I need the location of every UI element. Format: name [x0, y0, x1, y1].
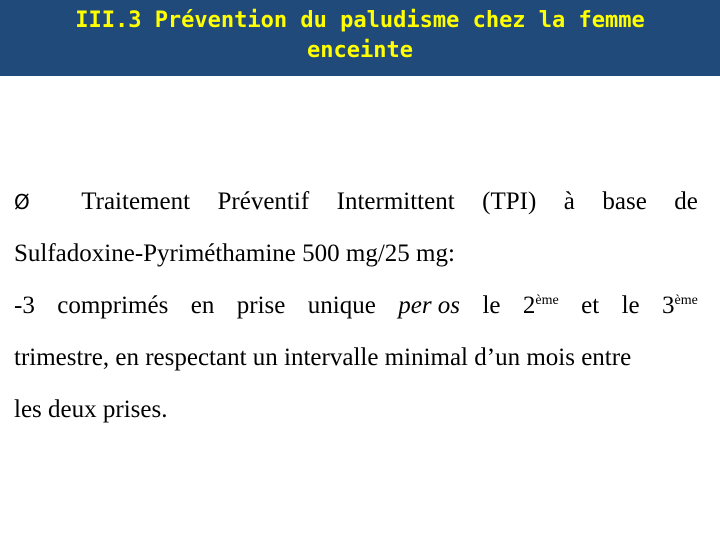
bullet-word: base	[602, 188, 647, 215]
slide-body	[14, 176, 698, 436]
para2-ordinal-3	[662, 280, 698, 332]
bullet-word: de	[674, 188, 698, 215]
title-line-2: enceinte	[307, 38, 413, 63]
para2-word: le	[621, 292, 640, 319]
para2-word: et	[581, 292, 600, 319]
para2-word: prise	[236, 292, 286, 319]
para2-line-2: trimestre, en respectant un intervalle minimal d’un mois entre	[14, 344, 632, 371]
para2-word: comprimés	[57, 292, 169, 319]
para2-line-3: les deux prises.	[14, 396, 168, 423]
bullet-line-2: Sulfadoxine-Pyriméthamine 500 mg/25 mg:	[14, 240, 455, 267]
ordinal-suffix: ème	[535, 293, 559, 308]
arrow-bullet-icon: Ø	[14, 190, 30, 214]
para2-word: en	[190, 292, 215, 319]
ordinal-number: 2	[522, 292, 536, 319]
bullet-word: Préventif	[217, 188, 310, 215]
bullet-line-1	[14, 176, 698, 228]
para2-word: le	[482, 292, 501, 319]
para2-word: unique	[307, 292, 376, 319]
para2-word: -3	[14, 292, 35, 319]
para2-italic-latin: per os	[398, 292, 461, 319]
para2-ordinal-2	[523, 280, 559, 332]
ordinal-number: 3	[662, 292, 675, 319]
bullet-word: à	[563, 188, 575, 215]
ordinal-suffix: ème	[674, 293, 698, 308]
bullet-word: (TPI)	[482, 188, 537, 215]
title-line-1: III.3 Prévention du paludisme chez la femme	[75, 8, 645, 33]
para2-line-1	[14, 280, 698, 332]
bullet-word: Traitement	[81, 188, 191, 215]
slide-title	[0, 6, 720, 66]
bullet-word: Intermittent	[336, 188, 455, 215]
